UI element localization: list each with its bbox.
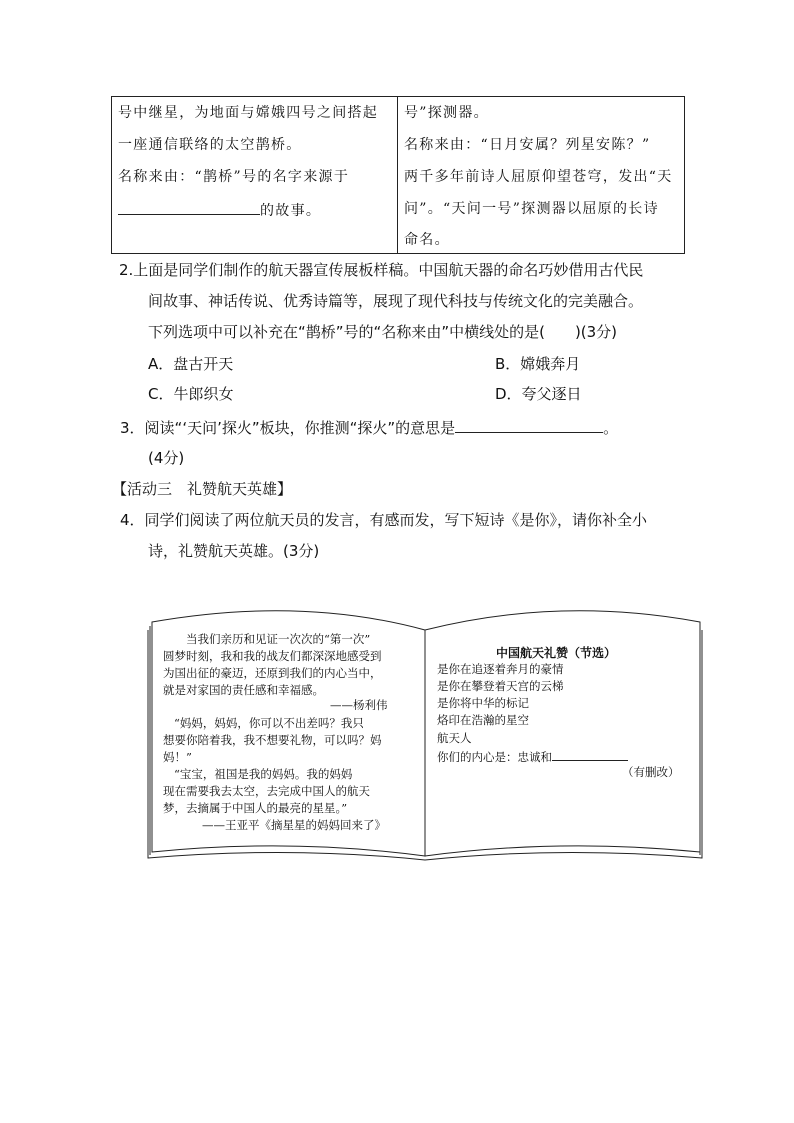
poem-line: 是你在攀登着天宫的云梯 xyxy=(437,679,564,693)
question-3-suffix: 。 xyxy=(603,419,619,437)
poem-last-prefix: 你们的内心是：忠诚和 xyxy=(437,750,552,764)
poem-line: 是你将中华的标记 xyxy=(437,696,529,710)
book-left-line: 就是对家国的责任感和幸福感。 xyxy=(163,683,324,697)
table-left-suffix: 的故事。 xyxy=(260,203,322,219)
table-left-line: 号中继星，为地面与嫦娥四号之间搭起 xyxy=(118,105,379,121)
table-right-line: 名称来由：“日月安属？列星安陈？” xyxy=(404,137,651,153)
poem-line: 烙印在浩瀚的星空 xyxy=(437,713,529,727)
poem-note: （有删改） xyxy=(622,765,680,779)
question-3-score: (4分) xyxy=(148,449,185,467)
book-left-line: 圆梦时刻，我和我的战友们都深深地感受到 xyxy=(163,649,382,663)
poem-last-line xyxy=(437,750,628,764)
book-left-line: “妈妈，妈妈，你可以不出差吗？我只 xyxy=(174,716,364,730)
answer-blank[interactable] xyxy=(552,750,628,761)
option-d[interactable]: D．夸父逐日 xyxy=(495,385,582,403)
table-left-line: 一座通信联络的太空鹊桥。 xyxy=(118,137,302,153)
question-3-prefix: 3．阅读“‘天问’探火”板块，你推测“探火”的意思是 xyxy=(120,419,456,437)
option-c[interactable]: C．牛郎织女 xyxy=(148,385,234,403)
book-left-signature: ——杨利伟 xyxy=(330,698,388,712)
question-2-line: 间故事、神话传说、优秀诗篇等，展现了现代科技与传统文化的完美融合。 xyxy=(148,292,644,310)
question-4-line: 4．同学们阅读了两位航天员的发言，有感而发，写下短诗《是你》，请你补全小 xyxy=(120,511,648,529)
table-left-line: 名称来由：“鹊桥”号的名字来源于 xyxy=(118,169,350,185)
poem-line: 是你在追逐着奔月的豪情 xyxy=(437,662,564,676)
table-right-line: 问”。“天问一号”探测器以屈原的长诗 xyxy=(404,201,659,217)
activity-heading: 【活动三 礼赞航天英雄】 xyxy=(112,480,293,498)
book-left-line: 当我们亲历和见证一次次的“第一次” xyxy=(186,632,371,646)
book-left-signature: ——王亚平《摘星星的妈妈回来了》 xyxy=(202,818,386,832)
table-right-line: 命名。 xyxy=(404,232,450,248)
book-left-line: “宝宝，祖国是我的妈妈。我的妈妈 xyxy=(174,767,353,781)
table-right-line: 号”探测器。 xyxy=(404,105,489,121)
book-left-line: 想要你陪着我，我不想要礼物，可以吗？妈 xyxy=(163,733,382,747)
table-right-line: 两千多年前诗人屈原仰望苍穹，发出“天 xyxy=(404,169,673,185)
book-left-line: 为国出征的豪迈，还原到我们的内心当中， xyxy=(163,666,382,680)
poem-line: 航天人 xyxy=(437,731,472,745)
option-b[interactable]: B．嫦娥奔月 xyxy=(495,355,581,373)
question-2-line: 2.上面是同学们制作的航天器宣传展板样稿。中国航天器的命名巧妙借用古代民 xyxy=(119,261,644,279)
question-2-line: 下列选项中可以补充在“鹊桥”号的“名称来由”中横线处的是( )(3分) xyxy=(148,323,618,341)
option-a[interactable]: A．盘古开天 xyxy=(148,355,234,373)
question-4-line: 诗，礼赞航天英雄。(3分) xyxy=(148,542,320,560)
book-left-line: 现在需要我去太空，去完成中国人的航天 xyxy=(163,784,370,798)
poem-title: 中国航天礼赞（节选） xyxy=(496,646,617,660)
book-left-line: 妈！” xyxy=(163,750,192,764)
book-left-line: 梦，去摘属于中国人的最亮的星星。” xyxy=(163,801,348,815)
